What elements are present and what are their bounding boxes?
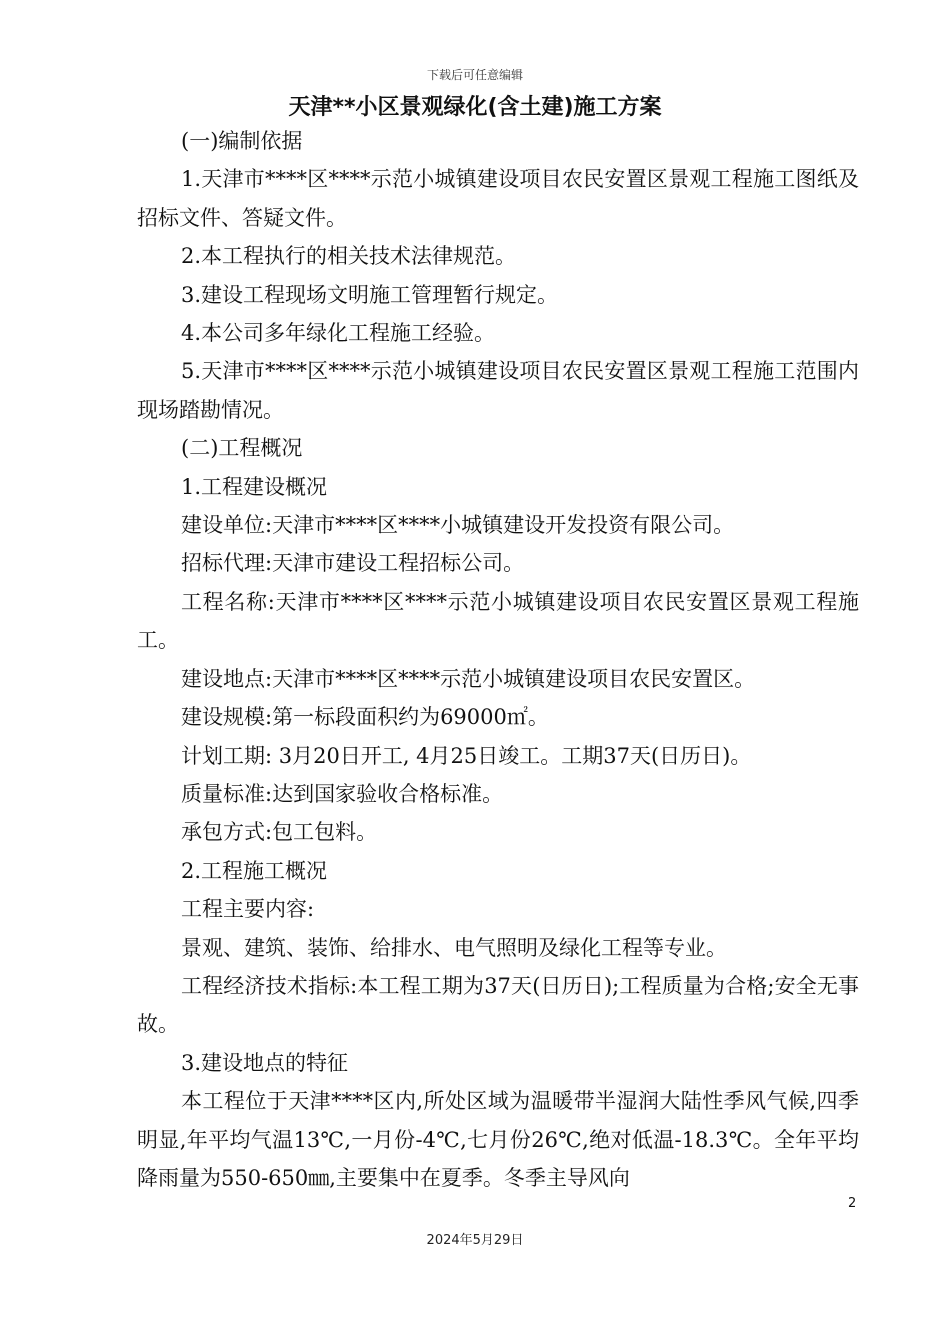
subsection-heading: 3.建设地点的特征 <box>181 1050 349 1075</box>
header-note: 下载后可任意编辑 <box>426 68 523 82</box>
paragraph: 招标代理:天津市建设工程招标公司。 <box>181 551 525 576</box>
paragraph: 建设规模:第一标段面积约为69000㎡。 <box>181 705 549 730</box>
section-heading-overview: (二)工程概况 <box>181 436 303 461</box>
page-number: 2 <box>848 1196 857 1211</box>
paragraph: 1.天津市****区****示范小城镇建设项目农民安置区景观工程施工图纸及招标文件、答疑文件。 <box>137 167 859 230</box>
document-body <box>137 122 859 1197</box>
paragraph: 5.天津市****区****示范小城镇建设项目农民安置区景观工程施工范围内现场踏勘情况。 <box>137 359 859 422</box>
paragraph: 工程经济技术指标:本工程工期为37天(日历日);工程质量为合格;安全无事故。 <box>137 973 859 1037</box>
footer-date: 2024年5月29日 <box>426 1233 524 1248</box>
paragraph: 建设地点:天津市****区****示范小城镇建设项目农民安置区。 <box>181 666 756 691</box>
paragraph: 本工程位于天津****区内,所处区域为温暖带半湿润大陆性季风气候,四季明显,年平均气温13℃,一月份-4℃,七月份26℃,绝对低温-18.3℃。全年平均降雨量为550-650㎜,主要集中在夏季。冬季主导风向 <box>137 1089 859 1190</box>
subsection-heading: 2.工程施工概况 <box>181 858 328 883</box>
document-title: 天津**小区景观绿化(含土建)施工方案 <box>288 95 662 120</box>
paragraph: 工程主要内容: <box>181 897 315 922</box>
paragraph: 景观、建筑、装饰、给排水、电气照明及绿化工程等专业。 <box>181 935 727 960</box>
paragraph: 3.建设工程现场文明施工管理暂行规定。 <box>181 282 559 307</box>
paragraph: 2.本工程执行的相关技术法律规范。 <box>181 244 517 269</box>
paragraph: 质量标准:达到国家验收合格标准。 <box>181 781 504 806</box>
paragraph: 工程名称:天津市****区****示范小城镇建设项目农民安置区景观工程施工。 <box>137 589 859 653</box>
paragraph: 计划工期: 3月20日开工, 4月25日竣工。工期37天(日历日)。 <box>181 743 752 768</box>
subsection-heading: 1.工程建设概况 <box>181 474 328 499</box>
paragraph: 4.本公司多年绿化工程施工经验。 <box>181 321 496 346</box>
paragraph: 建设单位:天津市****区****小城镇建设开发投资有限公司。 <box>181 513 735 538</box>
paragraph: 承包方式:包工包料。 <box>181 820 378 845</box>
section-heading-basis: (一)编制依据 <box>181 129 303 153</box>
